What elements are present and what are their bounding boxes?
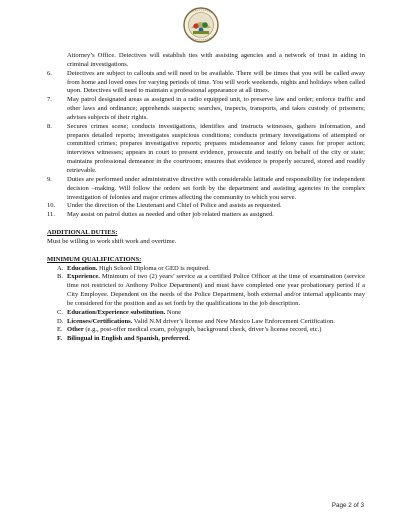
- qualification-item: [47, 318, 365, 327]
- duty-text: Detectives are subject to callouts and will need to be available. There will be times that you will be called away from home and loved ones for varying periods of time. You will work weekends, nights and holidays when called upon. Detectives will need to maintain a professional appearance at all times.: [67, 69, 365, 95]
- qualification-item: [47, 265, 365, 274]
- duty-number: 11.: [47, 211, 55, 219]
- qualification-heading: Licenses/Certifications.: [67, 317, 133, 325]
- duties-list: [47, 70, 365, 220]
- document-body: [47, 52, 365, 344]
- qualification-letter: C.: [57, 308, 64, 316]
- duty-text: Secures crimes scene; conducts investigations, identifies and instructs witnesses, gathers information, and prepares detailed reports; investigates suspicious conditions; conducts primary investigations of attempted or committed crimes; prepares investigative reports; prepares misdemeanor and felony cases for proper action; interviews witnesses; appears in court to present evidence, prosecute and testify on behalf of the city or state; maintains professional demeanor in the courtroom; ensures that evidence is properly secured, stored and readily retrievable.: [67, 122, 365, 174]
- qualification-heading: Experience.: [67, 273, 100, 281]
- qualification-heading: Education.: [67, 264, 98, 272]
- duty-text: May assist on patrol duties as needed and other job related matters as assigned.: [67, 211, 274, 219]
- qualification-text: Minimum of two (2) years’ service as a certified Police Officer at the time of examination (service time not restricted to Anthony Police Department) and must have completed one year probationary period if a City Employee. Dependent on the needs of the Police Department, both external and/or internal applicants may be considered for the position and as set forth by the qualifications in the job description.: [67, 273, 365, 307]
- duty-number: 8.: [47, 122, 52, 130]
- qualification-letter: F.: [57, 335, 63, 343]
- duty-item: [47, 176, 365, 203]
- qualifications-list: [47, 265, 365, 345]
- qualification-item: [47, 309, 365, 318]
- qualification-item: [47, 335, 365, 344]
- additional-duties-heading: ADDITIONAL DUTIES:: [47, 229, 118, 237]
- duty-number: 10.: [47, 202, 56, 210]
- additional-duties-text: Must be willing to work shift work and overtime.: [47, 237, 177, 245]
- duty-text: May patrol designated areas as assigned in a radio equipped unit, to preserve law and order; enforce traffic and other laws and ordinance; apprehends suspects; searches, inspects, transports, and takes custody of prisoners; advises subjects of their rights.: [67, 96, 365, 121]
- city-seal-icon: [182, 6, 220, 46]
- qualification-letter: B.: [57, 273, 64, 281]
- qualification-text: High School Diploma or GED is required.: [97, 264, 210, 272]
- qualification-text: Valid N.M driver’s license and New Mexico Law Enforcement Certification.: [132, 317, 335, 325]
- page-number: Page 2 of 3: [331, 502, 364, 509]
- duty-item: [47, 96, 365, 123]
- qualification-heading: Bilingual in English and Spanish, preferred.: [67, 335, 190, 343]
- duty-text: Duties are performed under administrative directive with considerable latitude and responsibility for independent decision –making. Will follow the orders set forth by the department and assisting agencies in the complex investigation of felonies and major crimes affecting the community to which you serve.: [67, 175, 365, 201]
- qualification-heading: Other: [67, 326, 84, 334]
- duty-item: [47, 202, 365, 211]
- duty-item: [47, 211, 365, 220]
- qualification-item: [47, 273, 365, 308]
- minimum-qualifications-heading: MINIMUM QUALIFICATIONS:: [47, 255, 142, 263]
- qualification-text: None: [165, 308, 182, 316]
- qualification-item: [47, 326, 365, 335]
- duty-number: 9.: [47, 175, 52, 183]
- qualification-heading: Education/Experience substitution.: [67, 308, 166, 316]
- duty-item: [47, 70, 365, 97]
- qualification-text: (e.g., post-offer medical exam, polygraph, background check, driver’s license record, etc.): [83, 326, 322, 334]
- duty-number: 6.: [47, 69, 52, 77]
- qualification-letter: E.: [57, 326, 63, 334]
- qualification-letter: D.: [57, 317, 64, 325]
- continued-paragraph: Attorney’s Office. Detectives will establish ties with assisting agencies and a network of trust in aiding in criminal investigations.: [67, 52, 365, 68]
- duty-number: 7.: [47, 96, 52, 104]
- duty-item: [47, 123, 365, 176]
- duty-text: Under the direction of the Lieutenant and Chief of Police and assists as requested.: [67, 202, 282, 210]
- qualification-letter: A.: [57, 264, 64, 272]
